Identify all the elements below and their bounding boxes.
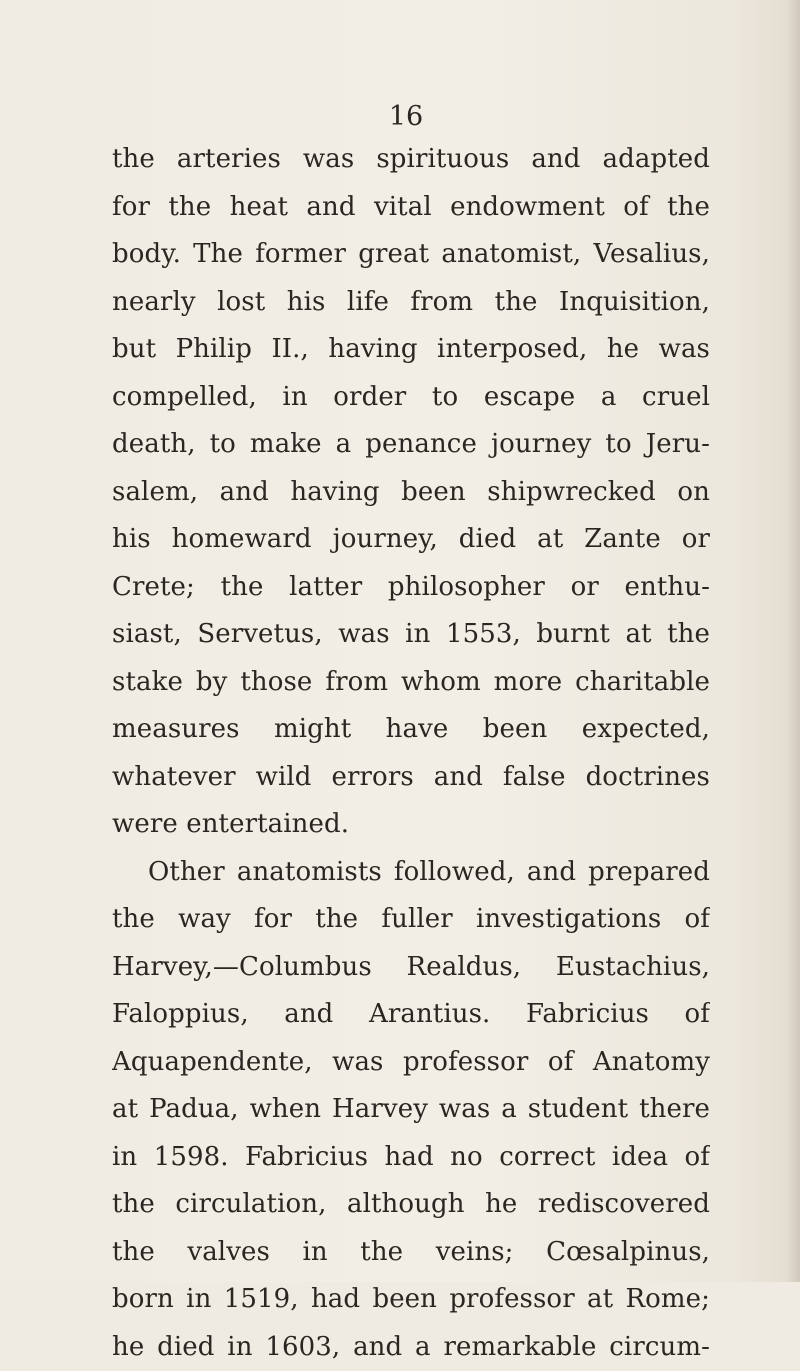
text-line: stake by those from whom more charitable bbox=[112, 659, 710, 707]
text-line: his homeward journey, died at Zante or bbox=[112, 516, 710, 564]
text-line: he died in 1603, and a remarkable circum- bbox=[112, 1324, 710, 1371]
text-line: Harvey,—Columbus Realdus, Eustachius, bbox=[112, 944, 710, 992]
page-number: 16 bbox=[386, 102, 426, 132]
text-line: at Padua, when Harvey was a student there bbox=[112, 1086, 710, 1134]
text-line: Crete; the latter philosopher or enthu- bbox=[112, 564, 710, 612]
text-line: but Philip II., having interposed, he was bbox=[112, 326, 710, 374]
page-edge-shadow bbox=[786, 0, 800, 1282]
text-line: for the heat and vital endowment of the bbox=[112, 184, 710, 232]
text-line: body. The former great anatomist, Vesalius, bbox=[112, 231, 710, 279]
text-line: the circulation, although he rediscovered bbox=[112, 1181, 710, 1229]
text-line: Faloppius, and Arantius. Fabricius of bbox=[112, 991, 710, 1039]
text-line: the way for the fuller investigations of bbox=[112, 896, 710, 944]
body-text bbox=[112, 136, 710, 1371]
text-line: compelled, in order to escape a cruel bbox=[112, 374, 710, 422]
paragraph-end-line: were entertained. bbox=[112, 801, 710, 849]
text-line: the arteries was spirituous and adapted bbox=[112, 136, 710, 184]
text-line: death, to make a penance journey to Jeru- bbox=[112, 421, 710, 469]
text-line: in 1598. Fabricius had no correct idea of bbox=[112, 1134, 710, 1182]
text-line: Aquapendente, was professor of Anatomy bbox=[112, 1039, 710, 1087]
text-line: whatever wild errors and false doctrines bbox=[112, 754, 710, 802]
text-line: salem, and having been shipwrecked on bbox=[112, 469, 710, 517]
paragraph-start-line: Other anatomists followed, and prepared bbox=[112, 849, 710, 897]
text-line: the valves in the veins; Cœsalpinus, bbox=[112, 1229, 710, 1277]
text-line: siast, Servetus, was in 1553, burnt at the bbox=[112, 611, 710, 659]
text-line: born in 1519, had been professor at Rome; bbox=[112, 1276, 710, 1324]
text-line: nearly lost his life from the Inquisition, bbox=[112, 279, 710, 327]
text-line: measures might have been expected, bbox=[112, 706, 710, 754]
